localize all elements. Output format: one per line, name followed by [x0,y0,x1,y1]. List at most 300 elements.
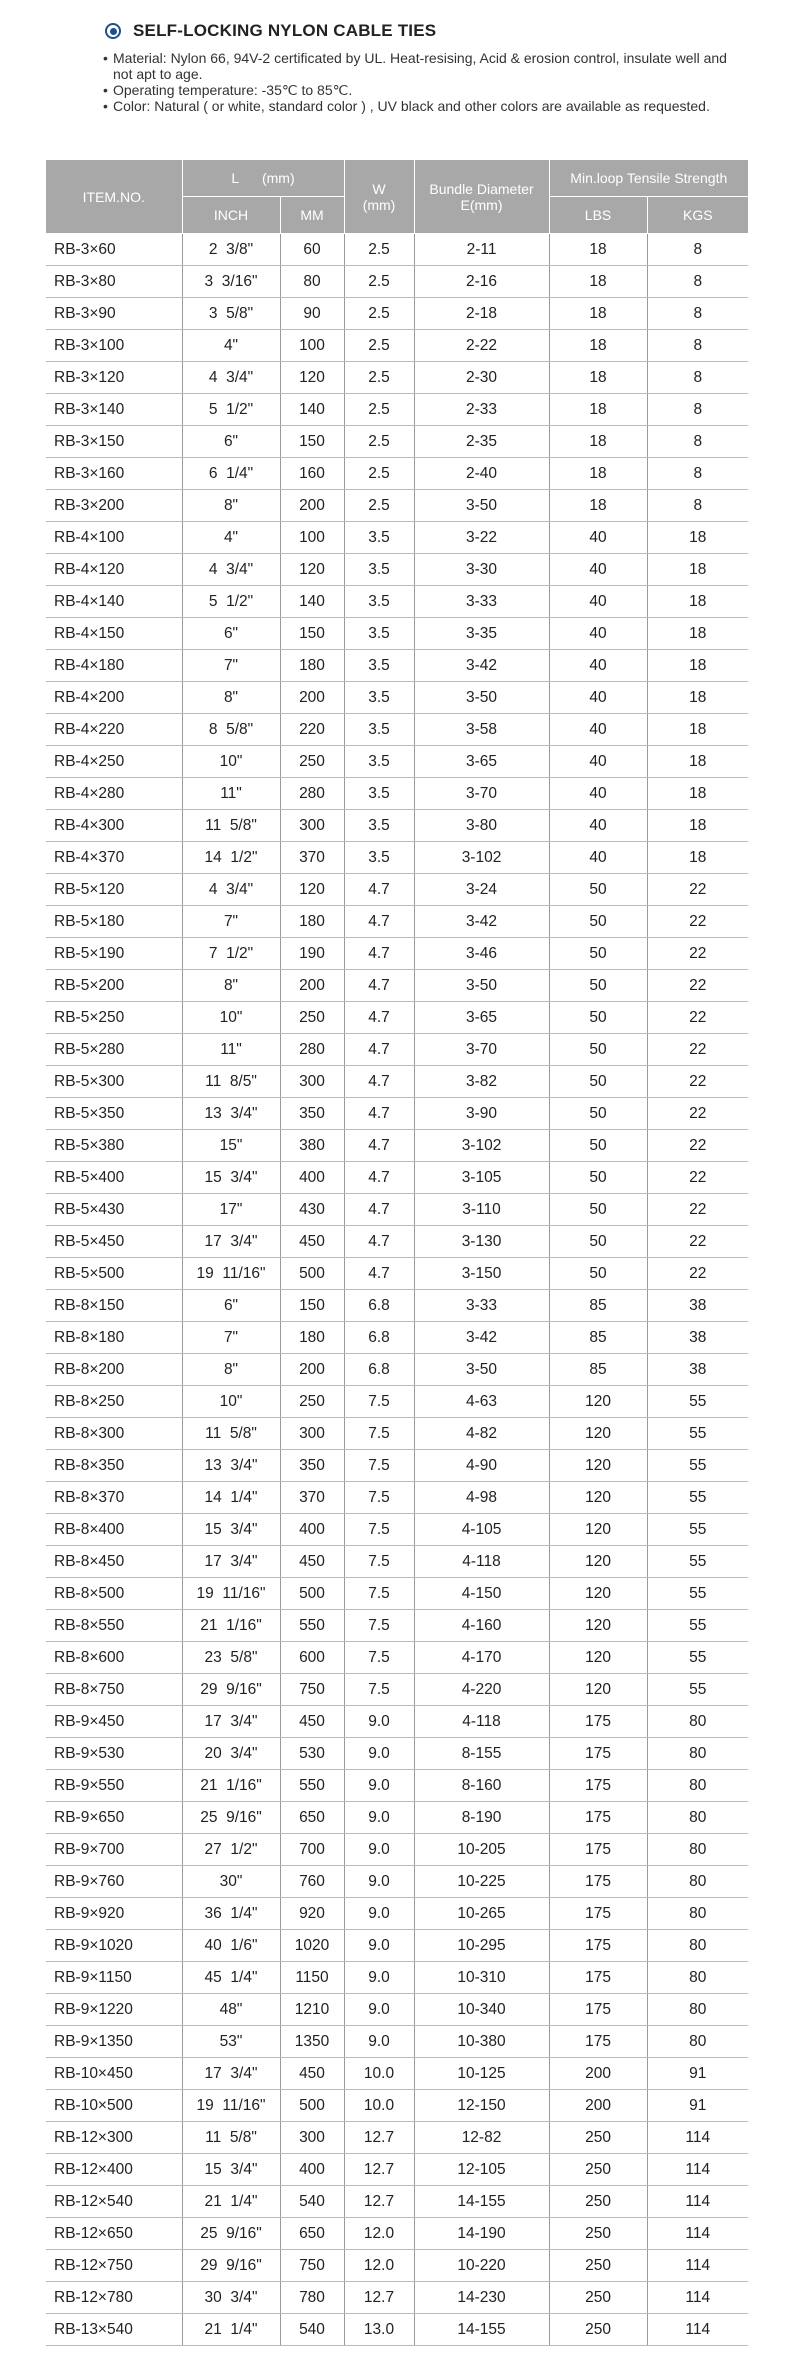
length-mm-cell: 780 [280,2282,344,2314]
tensile-lbs-cell: 40 [549,650,647,682]
tensile-lbs-cell: 40 [549,842,647,874]
tensile-kgs-cell: 80 [647,1770,748,1802]
bundle-diameter-cell: 3-22 [414,522,549,554]
length-inch-cell: 29 9/16" [182,2250,280,2282]
bundle-diameter-cell: 3-80 [414,810,549,842]
table-row [46,1674,748,1706]
bundle-diameter-cell: 8-190 [414,1802,549,1834]
tensile-kgs-cell: 22 [647,1194,748,1226]
tensile-lbs-cell: 50 [549,1226,647,1258]
item-no-cell: RB-12×750 [46,2250,182,2282]
tensile-lbs-cell: 40 [549,746,647,778]
width-cell: 4.7 [344,1226,414,1258]
item-no-cell: RB-5×380 [46,1130,182,1162]
width-cell: 9.0 [344,1898,414,1930]
width-cell: 3.5 [344,618,414,650]
length-mm-cell: 400 [280,2154,344,2186]
tensile-lbs-cell: 18 [549,426,647,458]
width-cell: 12.7 [344,2282,414,2314]
tensile-kgs-cell: 55 [647,1674,748,1706]
table-row [46,2058,748,2090]
bundle-diameter-cell: 3-105 [414,1162,549,1194]
bundle-diameter-cell: 2-40 [414,458,549,490]
length-inch-cell: 3 5/8" [182,298,280,330]
bundle-diameter-cell: 3-33 [414,1290,549,1322]
tensile-lbs-cell: 250 [549,2314,647,2346]
length-mm-cell: 90 [280,298,344,330]
tensile-lbs-cell: 50 [549,1098,647,1130]
tensile-lbs-cell: 175 [549,1962,647,1994]
tensile-lbs-cell: 250 [549,2250,647,2282]
length-inch-cell: 7" [182,650,280,682]
item-no-cell: RB-4×220 [46,714,182,746]
spec-color: • Color: Natural ( or white, standard color ) , UV black and other colors are available as requested. [105,98,745,114]
length-inch-cell: 36 1/4" [182,1898,280,1930]
length-mm-cell: 650 [280,2218,344,2250]
table-row [46,1898,748,1930]
width-cell: 2.5 [344,362,414,394]
table-row [46,2186,748,2218]
length-inch-cell: 6" [182,426,280,458]
length-mm-cell: 370 [280,1482,344,1514]
width-cell: 7.5 [344,1514,414,1546]
table-row [46,1194,748,1226]
tensile-lbs-cell: 85 [549,1322,647,1354]
tensile-lbs-cell: 250 [549,2218,647,2250]
tensile-lbs-cell: 50 [549,938,647,970]
tensile-lbs-cell: 120 [549,1386,647,1418]
tensile-kgs-cell: 18 [647,778,748,810]
width-cell: 7.5 [344,1386,414,1418]
tensile-kgs-cell: 22 [647,970,748,1002]
item-no-cell: RB-4×180 [46,650,182,682]
length-mm-cell: 600 [280,1642,344,1674]
width-cell: 2.5 [344,490,414,522]
spec-material: • Material: Nylon 66, 94V-2 certificated by UL. Heat-resising, Acid & erosion control, insulate well and not apt to age. [105,50,745,82]
bundle-diameter-cell: 4-118 [414,1706,549,1738]
length-mm-cell: 280 [280,778,344,810]
width-cell: 6.8 [344,1322,414,1354]
bundle-diameter-cell: 10-310 [414,1962,549,1994]
item-no-cell: RB-5×250 [46,1002,182,1034]
length-inch-cell: 21 1/16" [182,1610,280,1642]
length-inch-cell: 19 11/16" [182,1578,280,1610]
tensile-lbs-cell: 40 [549,810,647,842]
tensile-kgs-cell: 22 [647,874,748,906]
width-cell: 7.5 [344,1482,414,1514]
header-bundle-diameter: Bundle Diameter E(mm) [414,160,549,234]
header-lbs: LBS [549,197,647,234]
tensile-lbs-cell: 50 [549,1002,647,1034]
item-no-cell: RB-3×200 [46,490,182,522]
bundle-diameter-cell: 14-155 [414,2314,549,2346]
length-inch-cell: 11 5/8" [182,1418,280,1450]
bundle-diameter-cell: 3-70 [414,1034,549,1066]
length-mm-cell: 1350 [280,2026,344,2058]
length-mm-cell: 1020 [280,1930,344,1962]
header-kgs: KGS [647,197,748,234]
table-row [46,1770,748,1802]
length-mm-cell: 190 [280,938,344,970]
tensile-lbs-cell: 50 [549,1194,647,1226]
bundle-diameter-cell: 3-70 [414,778,549,810]
bundle-diameter-cell: 4-170 [414,1642,549,1674]
tensile-lbs-cell: 175 [549,1802,647,1834]
tensile-lbs-cell: 50 [549,1066,647,1098]
item-no-cell: RB-3×140 [46,394,182,426]
length-inch-cell: 10" [182,746,280,778]
table-row [46,1834,748,1866]
item-no-cell: RB-9×920 [46,1898,182,1930]
bundle-diameter-cell: 12-82 [414,2122,549,2154]
bundle-diameter-cell: 4-82 [414,1418,549,1450]
item-no-cell: RB-3×150 [46,426,182,458]
length-inch-cell: 5 1/2" [182,394,280,426]
width-cell: 4.7 [344,1066,414,1098]
length-mm-cell: 300 [280,1418,344,1450]
length-inch-cell: 10" [182,1002,280,1034]
tensile-lbs-cell: 18 [549,266,647,298]
length-mm-cell: 400 [280,1162,344,1194]
table-row [46,938,748,970]
length-mm-cell: 300 [280,810,344,842]
item-no-cell: RB-5×180 [46,906,182,938]
width-cell: 9.0 [344,1834,414,1866]
tensile-lbs-cell: 120 [549,1546,647,1578]
tensile-lbs-cell: 175 [549,1706,647,1738]
item-no-cell: RB-3×120 [46,362,182,394]
tensile-kgs-cell: 80 [647,1834,748,1866]
bundle-diameter-cell: 3-46 [414,938,549,970]
bundle-diameter-cell: 14-190 [414,2218,549,2250]
cable-tie-spec-table [46,160,748,2346]
item-no-cell: RB-5×400 [46,1162,182,1194]
bundle-diameter-cell: 10-265 [414,1898,549,1930]
length-inch-cell: 4" [182,522,280,554]
bundle-diameter-cell: 12-105 [414,2154,549,2186]
item-no-cell: RB-5×190 [46,938,182,970]
tensile-lbs-cell: 40 [549,714,647,746]
tensile-kgs-cell: 55 [647,1578,748,1610]
length-inch-cell: 23 5/8" [182,1642,280,1674]
tensile-kgs-cell: 8 [647,426,748,458]
length-inch-cell: 8" [182,490,280,522]
tensile-lbs-cell: 18 [549,298,647,330]
length-mm-cell: 120 [280,874,344,906]
tensile-kgs-cell: 8 [647,330,748,362]
table-row [46,2218,748,2250]
length-mm-cell: 280 [280,1034,344,1066]
tensile-kgs-cell: 22 [647,938,748,970]
item-no-cell: RB-10×450 [46,2058,182,2090]
length-inch-cell: 25 9/16" [182,1802,280,1834]
width-cell: 3.5 [344,682,414,714]
width-cell: 6.8 [344,1354,414,1386]
item-no-cell: RB-9×1020 [46,1930,182,1962]
header-item-no: ITEM.NO. [46,160,182,234]
tensile-lbs-cell: 18 [549,458,647,490]
item-no-cell: RB-4×280 [46,778,182,810]
tensile-lbs-cell: 18 [549,330,647,362]
width-cell: 3.5 [344,778,414,810]
tensile-kgs-cell: 114 [647,2122,748,2154]
bundle-diameter-cell: 3-110 [414,1194,549,1226]
bundle-diameter-cell: 2-16 [414,266,549,298]
bundle-diameter-cell: 4-160 [414,1610,549,1642]
tensile-kgs-cell: 22 [647,1162,748,1194]
bundle-diameter-cell: 3-65 [414,1002,549,1034]
table-row [46,1354,748,1386]
tensile-kgs-cell: 22 [647,906,748,938]
tensile-kgs-cell: 80 [647,1866,748,1898]
tensile-kgs-cell: 8 [647,458,748,490]
length-mm-cell: 530 [280,1738,344,1770]
item-no-cell: RB-3×160 [46,458,182,490]
item-no-cell: RB-8×370 [46,1482,182,1514]
width-cell: 9.0 [344,1738,414,1770]
tensile-lbs-cell: 18 [549,362,647,394]
table-row [46,1098,748,1130]
tensile-lbs-cell: 40 [549,778,647,810]
table-row [46,554,748,586]
table-row [46,2090,748,2122]
tensile-lbs-cell: 40 [549,522,647,554]
tensile-kgs-cell: 8 [647,490,748,522]
item-no-cell: RB-4×200 [46,682,182,714]
length-mm-cell: 200 [280,490,344,522]
bundle-diameter-cell: 3-50 [414,1354,549,1386]
tensile-kgs-cell: 22 [647,1226,748,1258]
table-row [46,1002,748,1034]
width-cell: 4.7 [344,938,414,970]
tensile-kgs-cell: 55 [647,1450,748,1482]
table-row [46,1450,748,1482]
tensile-lbs-cell: 40 [549,618,647,650]
length-inch-cell: 4" [182,330,280,362]
width-cell: 2.5 [344,458,414,490]
table-row [46,1034,748,1066]
length-mm-cell: 350 [280,1450,344,1482]
table-row [46,1706,748,1738]
tensile-kgs-cell: 114 [647,2250,748,2282]
tensile-kgs-cell: 55 [647,1546,748,1578]
table-row [46,2154,748,2186]
width-cell: 9.0 [344,1866,414,1898]
bundle-diameter-cell: 10-205 [414,1834,549,1866]
length-mm-cell: 1150 [280,1962,344,1994]
length-inch-cell: 7 1/2" [182,938,280,970]
table-row [46,1386,748,1418]
table-row [46,490,748,522]
length-mm-cell: 450 [280,1706,344,1738]
length-mm-cell: 250 [280,746,344,778]
tensile-kgs-cell: 22 [647,1034,748,1066]
tensile-kgs-cell: 22 [647,1002,748,1034]
tensile-kgs-cell: 80 [647,1994,748,2026]
tensile-lbs-cell: 120 [549,1482,647,1514]
tensile-lbs-cell: 50 [549,1034,647,1066]
width-cell: 2.5 [344,298,414,330]
bundle-diameter-cell: 2-11 [414,234,549,266]
table-row [46,426,748,458]
item-no-cell: RB-5×500 [46,1258,182,1290]
item-no-cell: RB-3×60 [46,234,182,266]
item-no-cell: RB-4×150 [46,618,182,650]
table-row [46,266,748,298]
length-mm-cell: 920 [280,1898,344,1930]
length-mm-cell: 100 [280,330,344,362]
table-row [46,234,748,266]
length-mm-cell: 120 [280,362,344,394]
length-inch-cell: 19 11/16" [182,1258,280,1290]
tensile-kgs-cell: 55 [647,1386,748,1418]
header-inch: INCH [182,197,280,234]
item-no-cell: RB-8×250 [46,1386,182,1418]
length-mm-cell: 650 [280,1802,344,1834]
length-mm-cell: 60 [280,234,344,266]
tensile-kgs-cell: 91 [647,2090,748,2122]
width-cell: 2.5 [344,330,414,362]
tensile-lbs-cell: 175 [549,2026,647,2058]
item-no-cell: RB-8×180 [46,1322,182,1354]
tensile-kgs-cell: 114 [647,2186,748,2218]
table-row [46,458,748,490]
page-title: SELF-LOCKING NYLON CABLE TIES [133,21,437,40]
length-mm-cell: 450 [280,1226,344,1258]
table-row [46,810,748,842]
length-mm-cell: 540 [280,2186,344,2218]
length-mm-cell: 500 [280,2090,344,2122]
item-no-cell: RB-13×540 [46,2314,182,2346]
width-cell: 3.5 [344,650,414,682]
table-row [46,1226,748,1258]
table-row [46,1066,748,1098]
length-inch-cell: 48" [182,1994,280,2026]
tensile-lbs-cell: 250 [549,2122,647,2154]
item-no-cell: RB-8×550 [46,1610,182,1642]
bundle-diameter-cell: 4-118 [414,1546,549,1578]
tensile-kgs-cell: 22 [647,1130,748,1162]
width-cell: 4.7 [344,1258,414,1290]
width-cell: 12.7 [344,2154,414,2186]
page-header [105,14,745,114]
width-cell: 12.7 [344,2186,414,2218]
width-cell: 7.5 [344,1546,414,1578]
item-no-cell: RB-8×500 [46,1578,182,1610]
tensile-lbs-cell: 120 [549,1674,647,1706]
length-inch-cell: 30 3/4" [182,2282,280,2314]
tensile-kgs-cell: 114 [647,2218,748,2250]
width-cell: 9.0 [344,1770,414,1802]
bundle-diameter-cell: 2-30 [414,362,549,394]
tensile-lbs-cell: 175 [549,1898,647,1930]
width-cell: 4.7 [344,1034,414,1066]
length-inch-cell: 17 3/4" [182,1706,280,1738]
tensile-lbs-cell: 120 [549,1610,647,1642]
length-inch-cell: 5 1/2" [182,586,280,618]
tensile-lbs-cell: 175 [549,1994,647,2026]
width-cell: 3.5 [344,586,414,618]
tensile-kgs-cell: 38 [647,1322,748,1354]
length-inch-cell: 17" [182,1194,280,1226]
width-cell: 3.5 [344,810,414,842]
radio-bullet-icon [105,23,121,39]
tensile-lbs-cell: 175 [549,1866,647,1898]
width-cell: 3.5 [344,746,414,778]
item-no-cell: RB-9×550 [46,1770,182,1802]
length-inch-cell: 10" [182,1386,280,1418]
length-inch-cell: 21 1/16" [182,1770,280,1802]
table-row [46,2122,748,2154]
length-inch-cell: 11" [182,778,280,810]
length-mm-cell: 100 [280,522,344,554]
bundle-diameter-cell: 4-90 [414,1450,549,1482]
tensile-kgs-cell: 55 [647,1418,748,1450]
length-inch-cell: 21 1/4" [182,2314,280,2346]
length-inch-cell: 15 3/4" [182,1162,280,1194]
bundle-diameter-cell: 10-125 [414,2058,549,2090]
bundle-diameter-cell: 3-30 [414,554,549,586]
length-mm-cell: 500 [280,1578,344,1610]
width-cell: 4.7 [344,1098,414,1130]
width-cell: 9.0 [344,1802,414,1834]
table-row [46,1482,748,1514]
table-row [46,1738,748,1770]
length-mm-cell: 450 [280,1546,344,1578]
width-cell: 12.0 [344,2218,414,2250]
tensile-kgs-cell: 80 [647,1802,748,1834]
length-inch-cell: 11 8/5" [182,1066,280,1098]
table-row [46,1258,748,1290]
length-mm-cell: 120 [280,554,344,586]
bundle-diameter-cell: 12-150 [414,2090,549,2122]
width-cell: 7.5 [344,1610,414,1642]
item-no-cell: RB-5×300 [46,1066,182,1098]
item-no-cell: RB-12×650 [46,2218,182,2250]
table-row [46,1930,748,1962]
bundle-diameter-cell: 2-33 [414,394,549,426]
table-row [46,2250,748,2282]
length-mm-cell: 180 [280,1322,344,1354]
length-mm-cell: 140 [280,394,344,426]
length-inch-cell: 2 3/8" [182,234,280,266]
item-no-cell: RB-12×780 [46,2282,182,2314]
bundle-diameter-cell: 2-35 [414,426,549,458]
table-row [46,874,748,906]
item-no-cell: RB-8×400 [46,1514,182,1546]
table-row [46,1610,748,1642]
tensile-kgs-cell: 80 [647,1898,748,1930]
item-no-cell: RB-4×100 [46,522,182,554]
item-no-cell: RB-12×540 [46,2186,182,2218]
tensile-lbs-cell: 85 [549,1290,647,1322]
tensile-kgs-cell: 80 [647,2026,748,2058]
item-no-cell: RB-9×760 [46,1866,182,1898]
length-mm-cell: 450 [280,2058,344,2090]
table-row [46,618,748,650]
tensile-kgs-cell: 18 [647,554,748,586]
length-mm-cell: 540 [280,2314,344,2346]
length-inch-cell: 29 9/16" [182,1674,280,1706]
length-inch-cell: 4 3/4" [182,554,280,586]
length-inch-cell: 17 3/4" [182,1226,280,1258]
item-no-cell: RB-12×300 [46,2122,182,2154]
width-cell: 4.7 [344,874,414,906]
bundle-diameter-cell: 3-90 [414,1098,549,1130]
length-mm-cell: 350 [280,1098,344,1130]
item-no-cell: RB-3×100 [46,330,182,362]
tensile-lbs-cell: 40 [549,554,647,586]
